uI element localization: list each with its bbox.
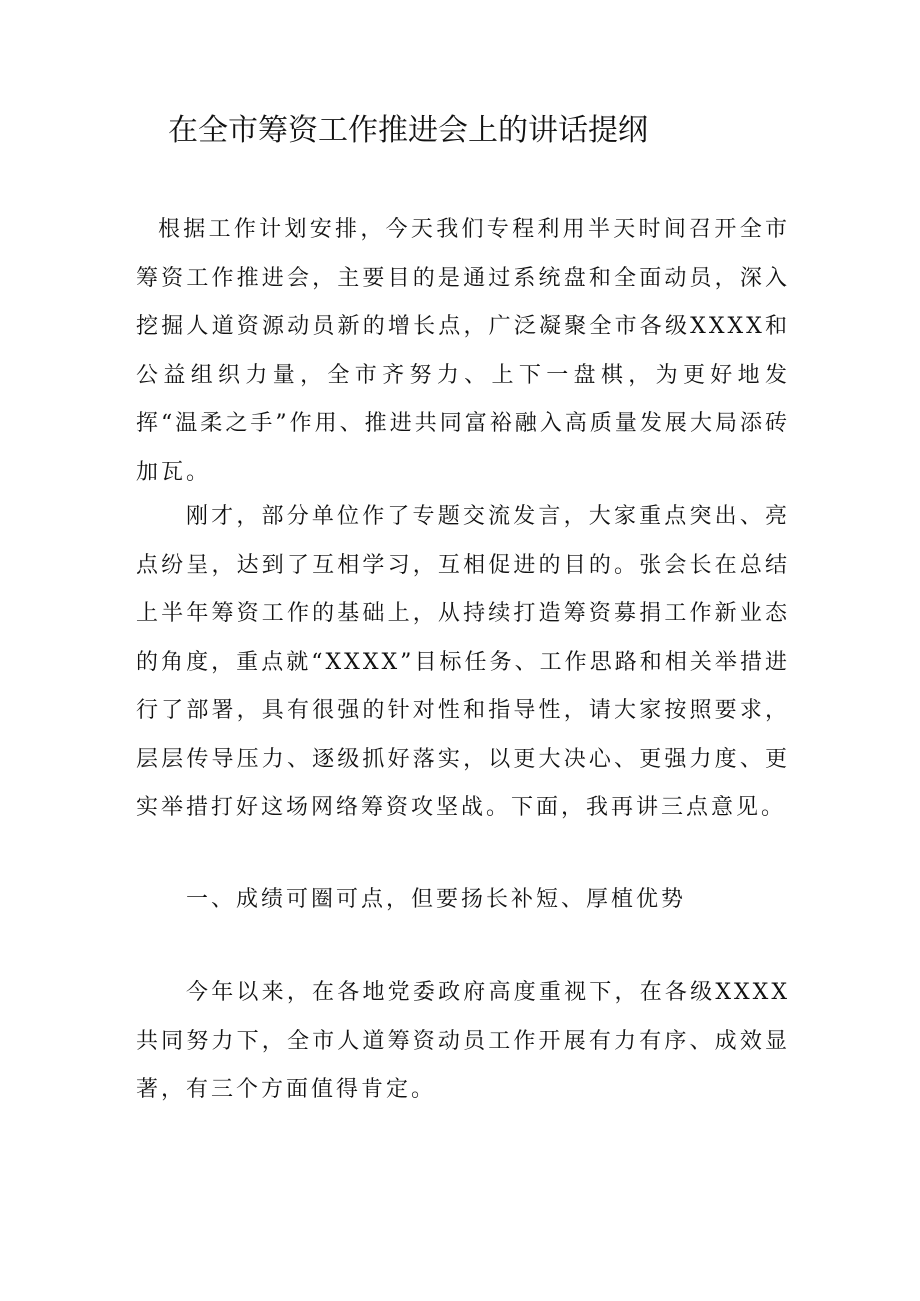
paragraph-intro: 根据工作计划安排，今天我们专程利用半天时间召开全市筹资工作推进会，主要目的是通过系统盘和全面动员，深入挖掘人道资源动员新的增长点，广泛凝聚全市各级XXXX和公益组织力量，全市齐努力、上下一盘棋，为更好地发挥“温柔之手”作用、推进共同富裕融入高质量发展大局添砖加瓦。: [136, 217, 790, 485]
paragraph-summary: 刚才，部分单位作了专题交流发言，大家重点突出、亮点纷呈，达到了互相学习，互相促进的目的。张会长在总结上半年筹资工作的基础上，从持续打造筹资募捐工作新业态的角度，重点就“XXXX”目标任务、工作思路和相关举措进行了部署，具有很强的针对性和指导性，请大家按照要求，层层传导压力、逐级抓好落实，以更大决心、更强力度、更实举措打好这场网络筹资攻坚战。下面，我再讲三点意见。: [136, 504, 790, 820]
section-paragraph: 今年以来，在各地党委政府高度重视下，在各级XXXX共同努力下，全市人道筹资动员工作开展有力有序、成效显著，有三个方面值得肯定。: [136, 980, 790, 1102]
section-heading: 一、成绩可圈可点，但要扬长补短、厚植优势: [186, 887, 687, 912]
document-title: 在全市筹资工作推进会上的讲话提纲: [168, 113, 648, 148]
